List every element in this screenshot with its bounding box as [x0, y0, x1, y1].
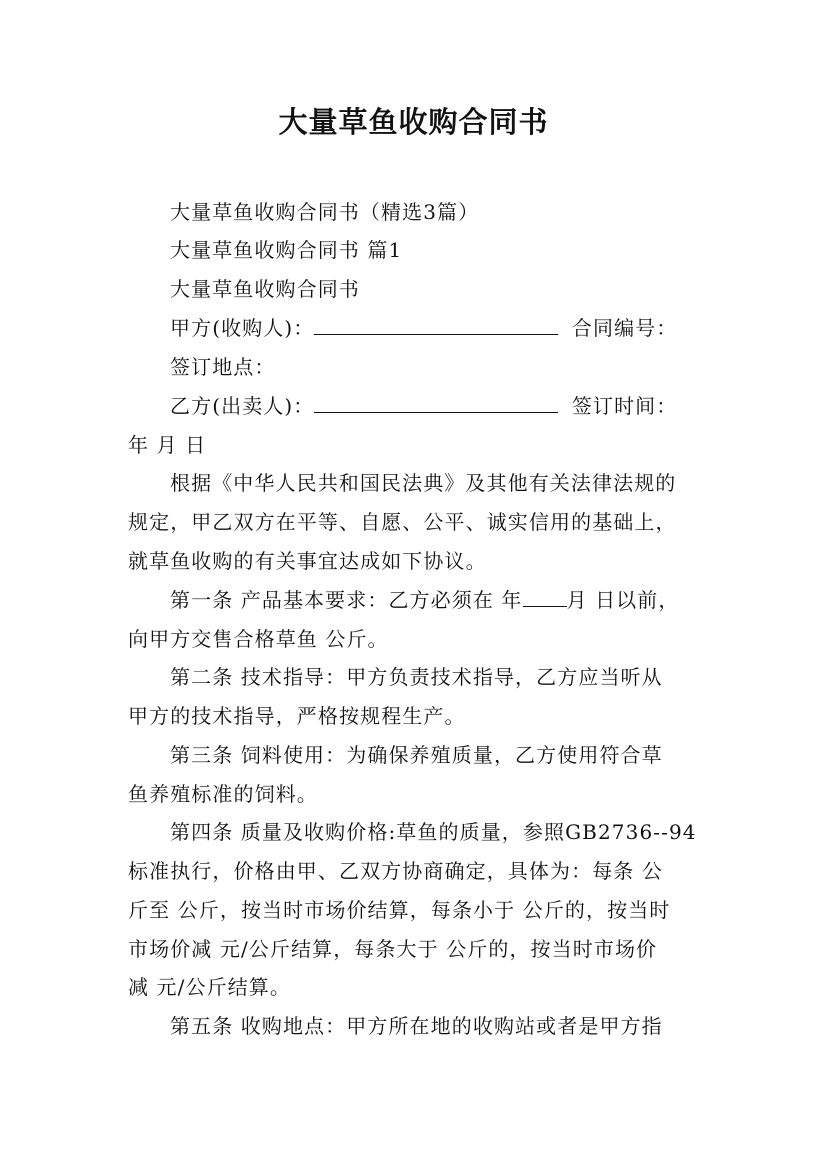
paragraph-basis-line-1: 根据《中华人民共和国民法典》及其他有关法律法规的 — [170, 471, 677, 495]
article-1-blank — [523, 586, 567, 607]
signing-time-label: 签订时间： — [571, 394, 678, 418]
party-a-label: 甲方(收购人)： — [170, 316, 315, 340]
contract-heading: 大量草鱼收购合同书 — [170, 277, 360, 301]
party-a-row — [170, 314, 677, 342]
article-1-text-b: 月 日以前， — [566, 588, 680, 612]
article-5-line-1: 第五条 收购地点：甲方所在地的收购站或者是甲方指 — [170, 1014, 663, 1038]
article-4-line-2: 标准执行，价格由甲、乙双方协商确定，具体为：每条 公 — [128, 859, 663, 883]
party-b-row — [170, 392, 677, 420]
article-4-line-4: 市场价减 元/公斤结算，每条大于 公斤的，按当时市场价 — [128, 937, 658, 961]
article-2-line-2: 甲方的技术指导，严格按规程生产。 — [128, 704, 466, 728]
party-b-blank — [314, 392, 558, 413]
article-2-line-1: 第二条 技术指导：甲方负责技术指导，乙方应当听从 — [170, 665, 663, 689]
article-1-line-1 — [170, 586, 679, 614]
document-title: 大量草鱼收购合同书 — [278, 105, 549, 139]
paragraph-basis-line-2: 规定，甲乙双方在平等、自愿、公平、诚实信用的基础上， — [128, 510, 677, 534]
party-b-label: 乙方(出卖人)： — [170, 394, 315, 418]
article-1-text-a: 第一条 产品基本要求：乙方必须在 年 — [170, 588, 523, 612]
contract-number-label: 合同编号： — [571, 316, 678, 340]
article-4-line-5: 减 元/公斤结算。 — [128, 975, 291, 999]
article-4-line-1: 第四条 质量及收购价格:草鱼的质量，参照GB2736--94 — [170, 820, 697, 844]
article-3-line-2: 鱼养殖标准的饲料。 — [128, 782, 318, 806]
article-4-line-3: 斤至 公斤，按当时市场价结算，每条小于 公斤的，按当时 — [128, 898, 671, 922]
article-1-line-2: 向甲方交售合格草鱼 公斤。 — [128, 627, 389, 651]
date-line: 年 月 日 — [128, 433, 207, 457]
subtitle-part1: 大量草鱼收购合同书 篇1 — [170, 238, 403, 262]
subtitle-selection: 大量草鱼收购合同书（精选3篇） — [170, 200, 480, 224]
paragraph-basis-line-3: 就草鱼收购的有关事宜达成如下协议。 — [128, 549, 487, 573]
article-3-line-1: 第三条 饲料使用：为确保养殖质量，乙方使用符合草 — [170, 743, 663, 767]
signing-place-label: 签订地点： — [170, 355, 276, 379]
party-a-blank — [314, 314, 558, 335]
